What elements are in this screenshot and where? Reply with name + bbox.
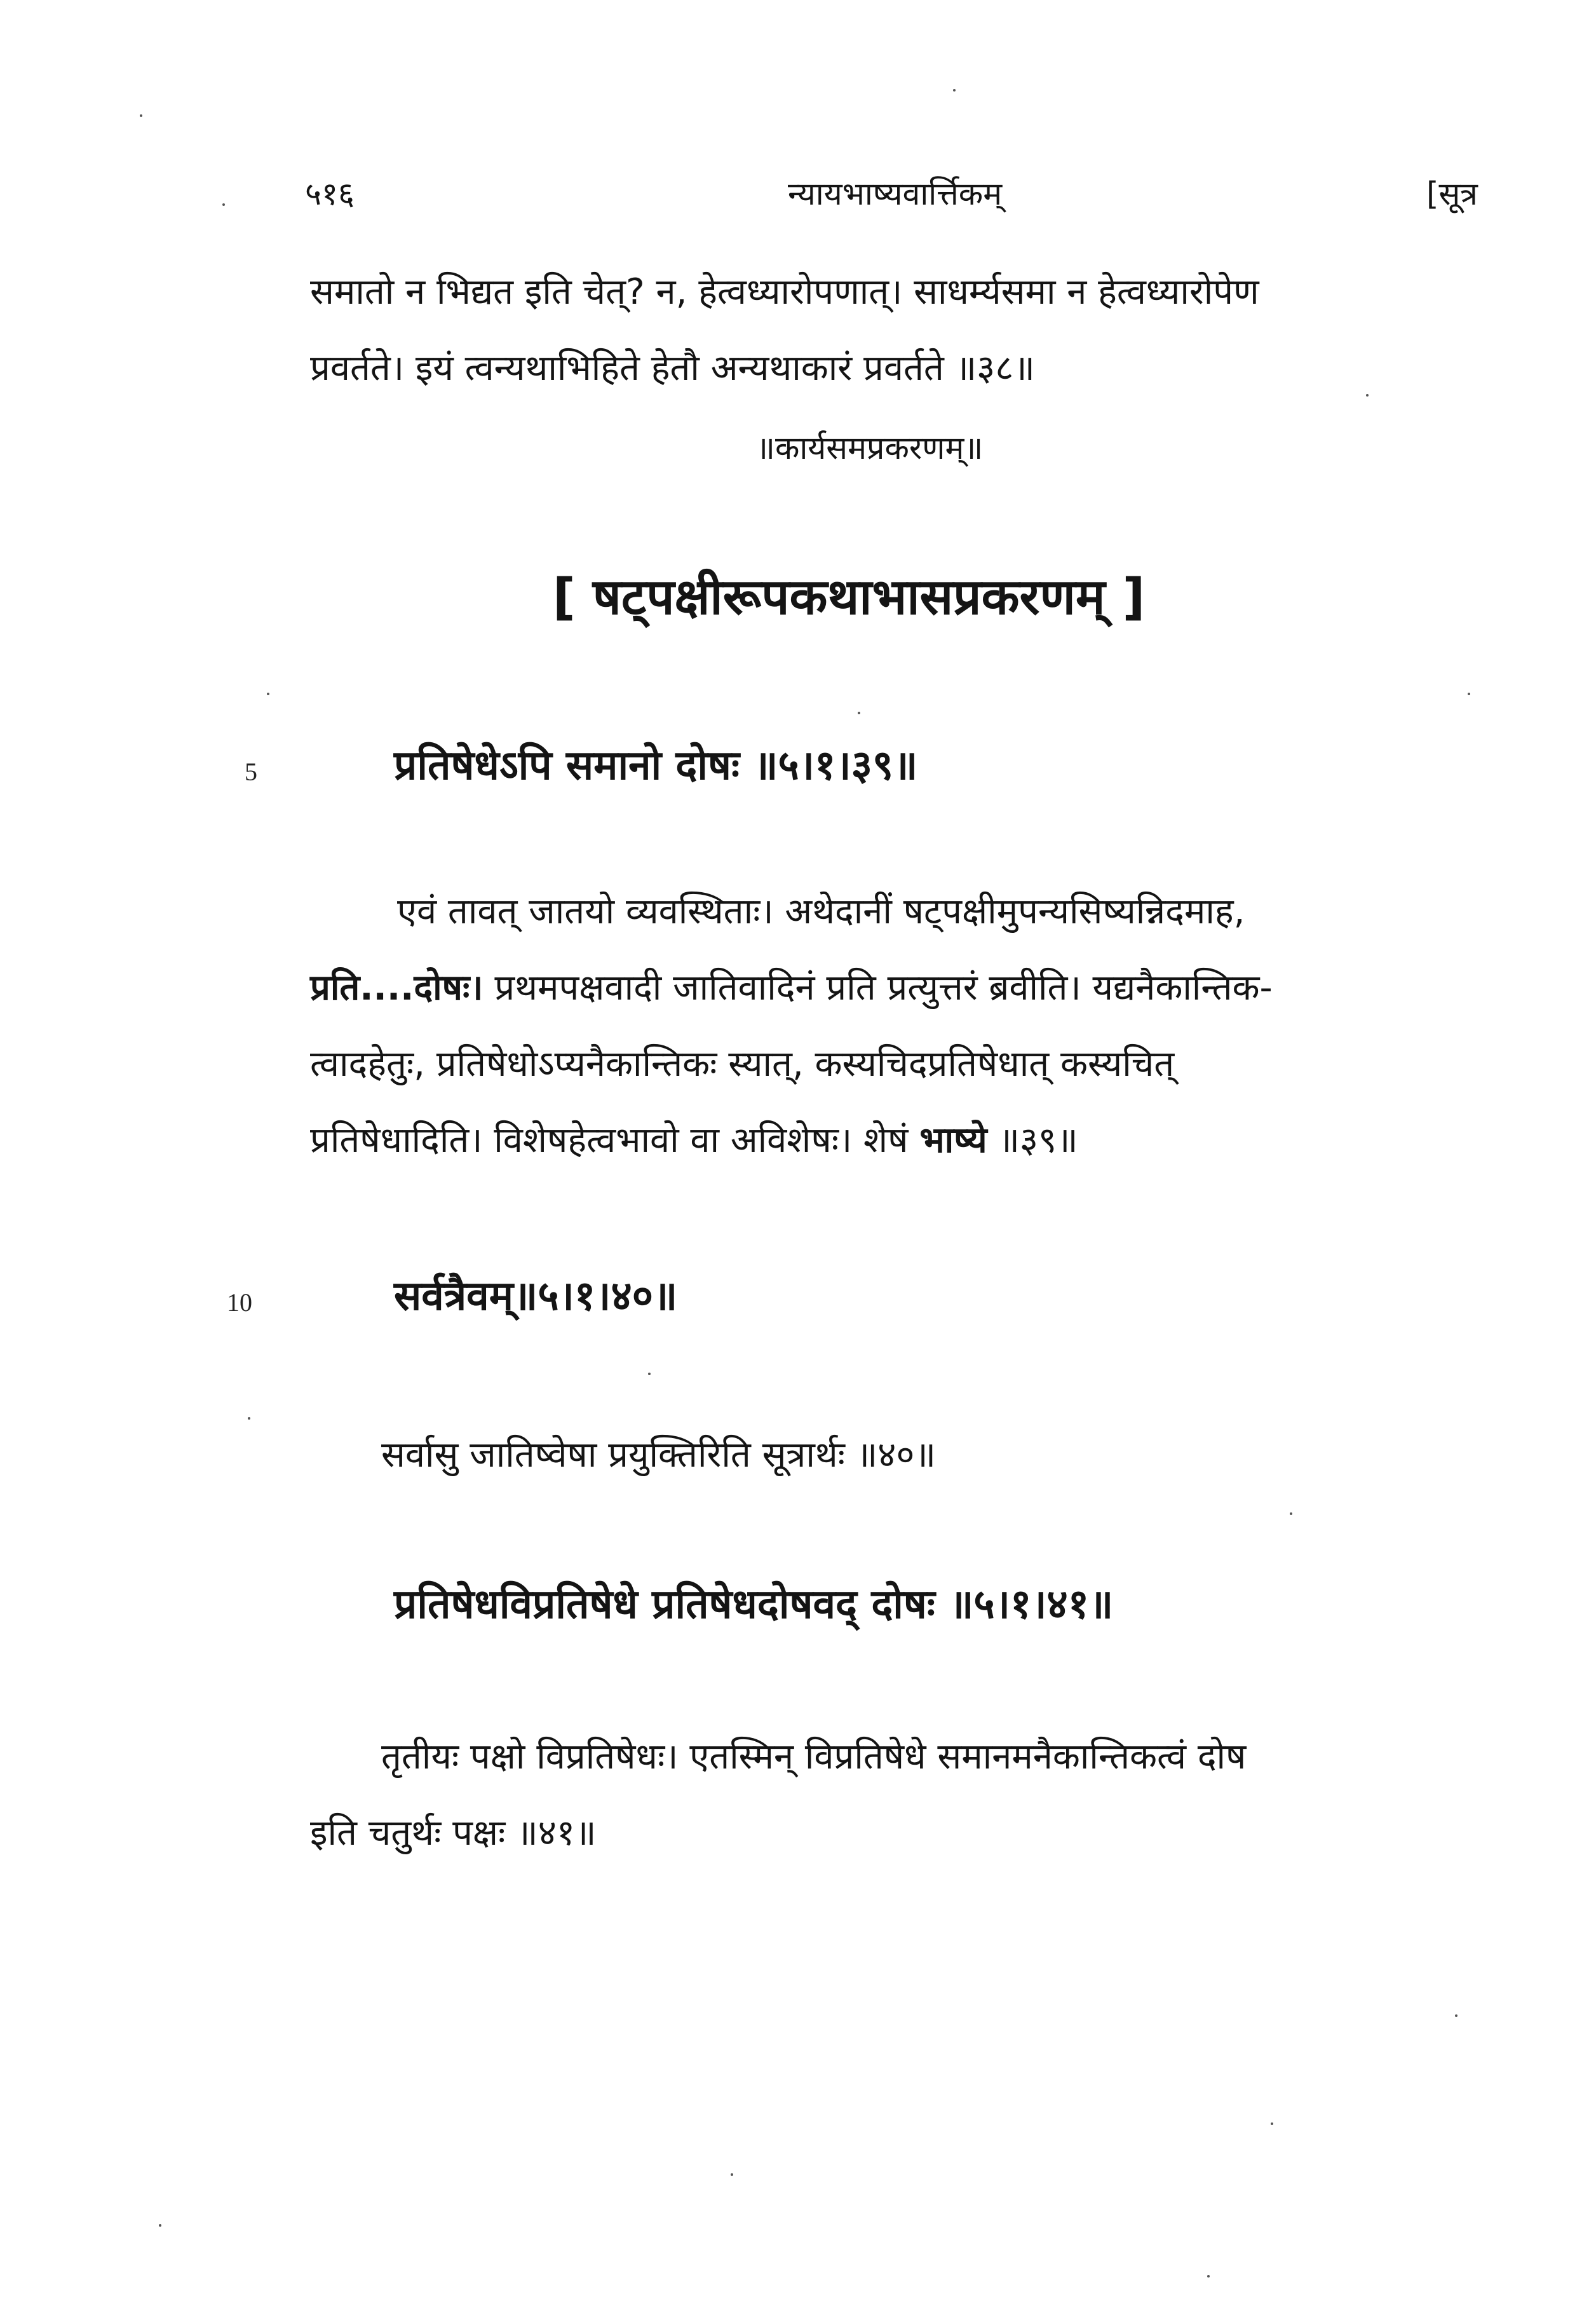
running-title: न्यायभाष्यवार्त्तिकम् <box>788 175 1003 212</box>
scan-speck <box>1468 693 1470 695</box>
scan-speck <box>267 693 269 695</box>
scan-speck <box>1271 2122 1273 2125</box>
commentary-line <box>310 963 1273 1014</box>
intro-line: प्रवर्तते। इयं त्वन्यथाभिहिते हेतौ अन्यथाकारं प्रवर्तते ॥३८॥ <box>310 348 1035 389</box>
commentary-text: प्रतिषेधादिति। विशेषहेत्वभावो वा अविशेषः। शेषं <box>310 1120 920 1161</box>
commentary-text: त्वादहेतुः, प्रतिषेधोऽप्यनैकान्तिकः स्यात्, कस्यचिदप्रतिषेधात् कस्यचित् <box>310 1043 1175 1085</box>
page-number: ५१६ <box>305 175 355 212</box>
scan-speck <box>159 2224 161 2227</box>
commentary-line <box>397 886 1245 937</box>
commentary-text: एवं तावत् जातयो व्यवस्थिताः। अथेदानीं षट्पक्षीमुपन्यसिष्यन्निदमाह, <box>397 891 1245 932</box>
section-heading: [ षट्पक्षीरूपकथाभासप्रकरणम् ] <box>553 569 1146 626</box>
intro-line: समातो न भिद्यत इति चेत्? न, हेत्वध्यारोपणात्। साधर्म्यसमा न हेत्वध्यारोपेण <box>310 271 1259 313</box>
commentary-bold: भाष्ये <box>919 1120 987 1161</box>
scan-speck <box>953 89 956 92</box>
line-number-margin: 10 <box>227 1288 252 1317</box>
commentary-line <box>310 1039 1174 1090</box>
sutra-heading: सर्वत्रैवम्॥५।१।४०॥ <box>394 1273 678 1320</box>
commentary-text: प्रथमपक्षवादी जातिवादिनं प्रति प्रत्युत्तरं ब्रवीति। यद्यनैकान्तिक- <box>483 967 1273 1008</box>
section-marker: [सूत्र <box>1426 175 1478 212</box>
scan-speck <box>1290 1512 1292 1515</box>
commentary-line <box>381 1732 1246 1782</box>
scan-speck <box>858 712 860 714</box>
commentary-text: तृतीयः पक्षो विप्रतिषेधः। एतस्मिन् विप्रतिषेधे समानमनैकान्तिकत्वं दोष <box>381 1736 1247 1777</box>
scan-speck <box>1455 2014 1457 2017</box>
scan-speck <box>1366 394 1369 397</box>
sutra-heading: प्रतिषेधविप्रतिषेधे प्रतिषेधदोषवद् दोषः ॥५।१।४१॥ <box>394 1581 1114 1628</box>
commentary-line <box>310 1115 1078 1166</box>
scan-speck <box>731 2173 733 2176</box>
scan-speck <box>222 203 225 206</box>
sutra-heading: प्रतिषेधेऽपि समानो दोषः ॥५।१।३९॥ <box>394 742 918 789</box>
commentary-line <box>381 1430 936 1481</box>
scan-speck <box>1207 2275 1210 2278</box>
commentary-bold: प्रति....दोषः। <box>310 967 484 1008</box>
section-closing: ॥कार्यसमप्रकरणम्॥ <box>756 430 984 466</box>
scan-speck <box>648 1373 651 1375</box>
line-number-margin: 5 <box>245 757 257 786</box>
scan-speck <box>140 114 142 117</box>
commentary-line <box>310 1808 597 1859</box>
commentary-text: सर्वासु जातिष्वेषा प्रयुक्तिरिति सूत्रार्थः ॥४०॥ <box>381 1434 937 1476</box>
commentary-text: इति चतुर्थः पक्षः ॥४१॥ <box>310 1812 597 1854</box>
commentary-text: ॥३९॥ <box>987 1120 1078 1161</box>
scan-speck <box>248 1417 250 1420</box>
